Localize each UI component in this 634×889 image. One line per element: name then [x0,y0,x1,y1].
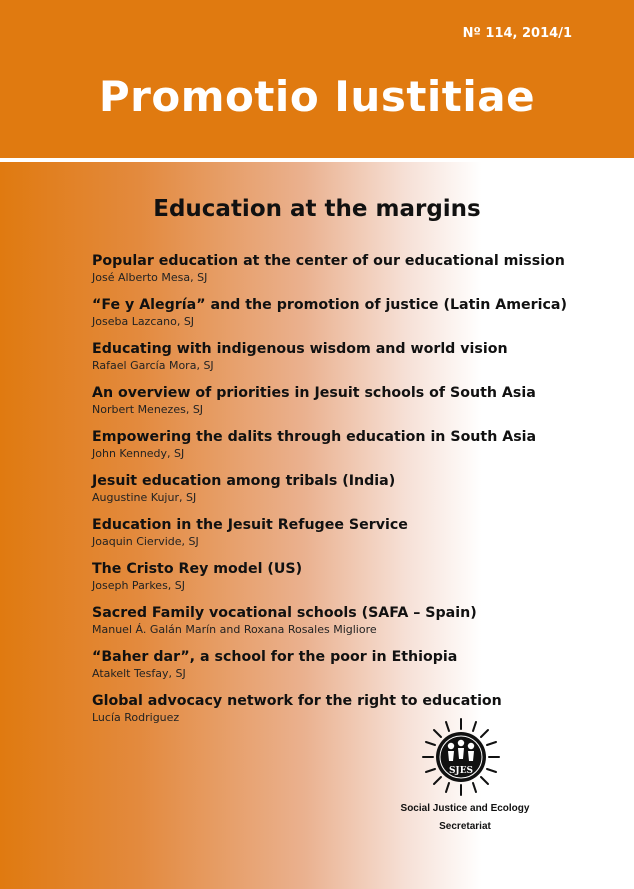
article-author: Joseph Parkes, SJ [92,579,186,592]
article-author: Augustine Kujur, SJ [92,491,197,504]
article-author: Rafael García Mora, SJ [92,359,214,372]
article-item [92,384,612,428]
issue-number: Nº 114, 2014/1 [462,26,572,41]
article-item [92,252,612,296]
journal-title: Promotio Iustitiae [98,72,536,121]
svg-text:SJES: SJES [448,766,474,776]
article-author: José Alberto Mesa, SJ [92,271,208,284]
article-author: Manuel Á. Galán Marín and Roxana Rosales Migliore [92,623,377,636]
article-item [92,516,612,560]
article-title: “Baher dar”, a school for the poor in Ethiopia [92,649,458,665]
organization-line-2: Secretariat [439,821,491,832]
article-item [92,428,612,472]
article-item [92,472,612,516]
article-item [92,296,612,340]
article-author: Atakelt Tesfay, SJ [92,667,186,680]
article-title: Global advocacy network for the right to education [92,693,502,709]
article-author: Joseba Lazcano, SJ [92,315,195,328]
article-item [92,648,612,692]
article-title: “Fe y Alegría” and the promotion of justice (Latin America) [92,297,567,313]
article-title: The Cristo Rey model (US) [92,561,303,577]
article-author: Lucía Rodriguez [92,711,180,724]
article-list [92,252,612,736]
article-item [92,604,612,648]
article-title: Educating with indigenous wisdom and world vision [92,341,508,357]
sjes-logo-icon [420,716,502,798]
article-author: John Kennedy, SJ [92,447,185,460]
article-title: Jesuit education among tribals (India) [92,473,396,489]
issue-theme: Education at the margins [153,196,481,222]
article-title: Sacred Family vocational schools (SAFA – Spain) [92,605,477,621]
article-item [92,560,612,604]
organization-line-1: Social Justice and Ecology [400,803,530,814]
article-item [92,692,612,736]
article-author: Norbert Menezes, SJ [92,403,204,416]
article-title: Education in the Jesuit Refugee Service [92,517,408,533]
article-title: Popular education at the center of our educational mission [92,253,565,269]
article-item [92,340,612,384]
article-title: Empowering the dalits through education in South Asia [92,429,537,445]
article-title: An overview of priorities in Jesuit schools of South Asia [92,385,536,401]
header-banner [0,0,634,158]
organization-name [380,800,550,836]
article-author: Joaquin Ciervide, SJ [92,535,199,548]
